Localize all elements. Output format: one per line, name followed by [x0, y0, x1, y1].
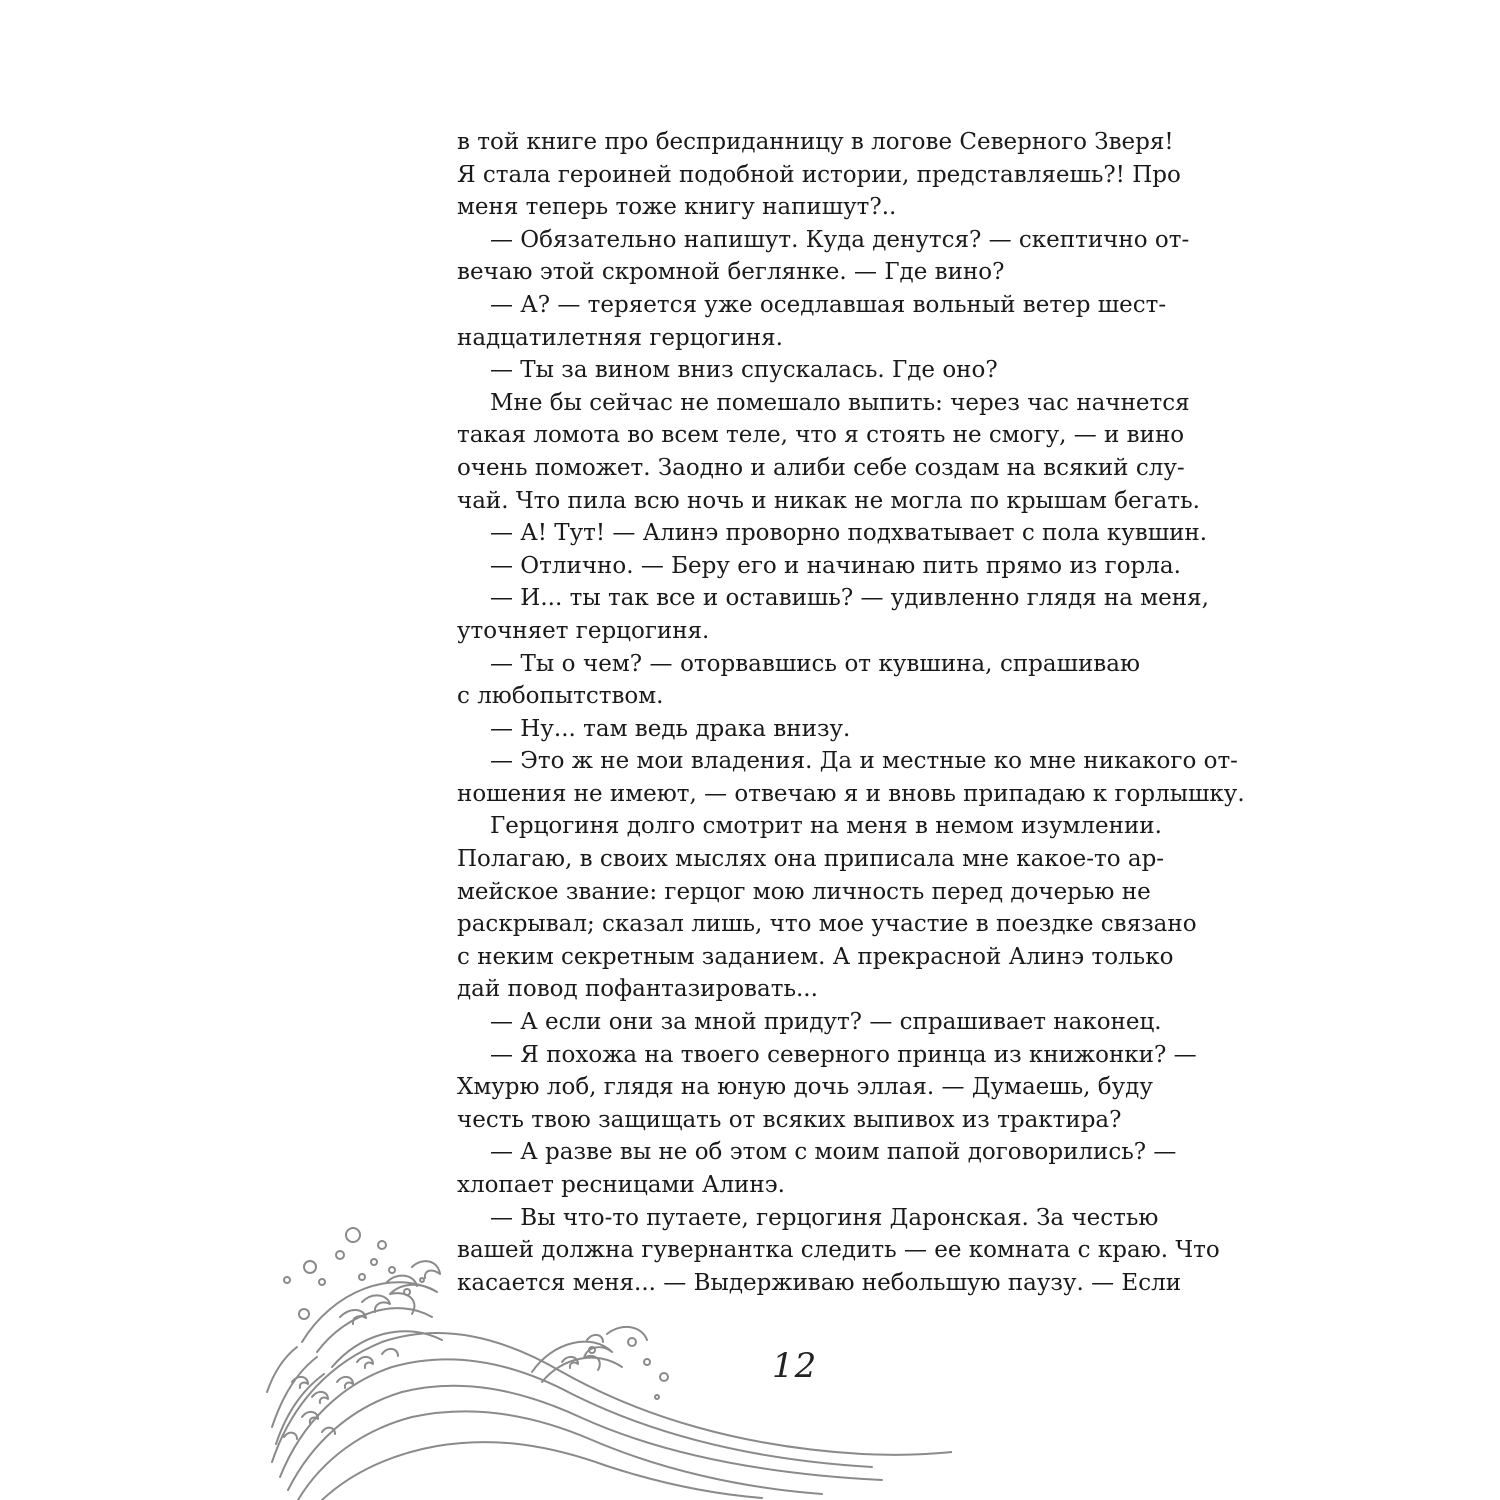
text-line: — А если они за мной придут? — спрашивает наконец. [490, 1009, 1162, 1036]
text-line: вашей должна гувернантка следить — ее комната с краю. Что [457, 1237, 1220, 1264]
text-line: — Ты о чем? — оторвавшись от кувшина, спрашиваю [490, 650, 1140, 677]
text-line: — Ну... там ведь драка внизу. [490, 715, 851, 742]
text-line: уточняет герцогиня. [457, 617, 710, 644]
text-line: Хмурю лоб, глядя на юную дочь эллая. — Думаешь, буду [457, 1074, 1153, 1101]
text-line: с любопытством. [457, 683, 664, 710]
small-wave [532, 1327, 647, 1382]
text-line: меня теперь тоже книгу напишут?.. [457, 194, 897, 221]
text-line: честь твою защищать от всяких выпивох из трактира? [457, 1106, 1122, 1133]
text-column [457, 126, 1245, 1299]
page-number: 12 [772, 1346, 818, 1386]
text-line: — Отлично. — Беру его и начинаю пить прямо из горла. [490, 552, 1181, 579]
text-line: — Я похожа на твоего северного принца из книжонки? — [490, 1041, 1197, 1068]
text-line: в той книге про бесприданницу в логове Северного Зверя! [457, 129, 1174, 155]
text-line: Полагаю, в своих мыслях она приписала мне какое-то ар- [457, 846, 1165, 873]
text-line: — А! Тут! — Алинэ проворно подхватывает с пола кувшин. [490, 520, 1208, 547]
spray-droplets [284, 1228, 668, 1399]
wave-crest [302, 1261, 442, 1367]
text-line: — А разве вы не об этом с моим папой договорились? — [490, 1139, 1177, 1166]
text-line: Мне бы сейчас не помешало выпить: через час начнется [490, 389, 1190, 416]
text-line: Герцогиня долго смотрит на меня в немом изумлении. [490, 813, 1162, 840]
text-line: чай. Что пила всю ночь и никак не могла по крышам бегать. [457, 487, 1200, 514]
text-line: надцатилетняя герцогиня. [457, 324, 783, 351]
text-line: — И... ты так все и оставишь? — удивленно глядя на меня, [490, 585, 1209, 612]
text-line: — Обязательно напишут. Куда денутся? — скептично от- [490, 226, 1190, 253]
text-line: мейское звание: герцог мою личность перед дочерью не [457, 878, 1151, 905]
text-line: Я стала героиней подобной истории, представляешь?! Про [457, 161, 1181, 188]
text-line: такая ломота во всем теле, что я стоять не смогу, — и вино [457, 422, 1185, 449]
text-line: касается меня... — Выдерживаю небольшую паузу. — Если [457, 1269, 1182, 1296]
text-line: — Вы что-то путаете, герцогиня Даронская. За честью [490, 1204, 1159, 1231]
wave-illustration-icon [262, 1222, 952, 1500]
text-line: очень поможет. Заодно и алиби себе создам на всякий слу- [457, 454, 1185, 481]
text-line: раскрывал; сказал лишь, что мое участие в поездке связано [457, 911, 1197, 938]
text-line: — Ты за вином вниз спускалась. Где оно? [490, 357, 998, 384]
text-line: — Это ж не мои владения. Да и местные ко мне никакого от- [490, 748, 1238, 775]
text-line: — А? — теряется уже оседлавшая вольный ветер шест- [490, 291, 1167, 318]
text-line: дай повод пофантазировать... [457, 976, 818, 1003]
text-line: хлопает ресницами Алинэ. [457, 1172, 785, 1198]
text-line: вечаю этой скромной беглянке. — Где вино? [457, 259, 1005, 286]
text-line: ношения не имеют, — отвечаю я и вновь припадаю к горлышку. [457, 780, 1245, 807]
text-line: с неким секретным заданием. А прекрасной Алинэ только [457, 943, 1174, 970]
